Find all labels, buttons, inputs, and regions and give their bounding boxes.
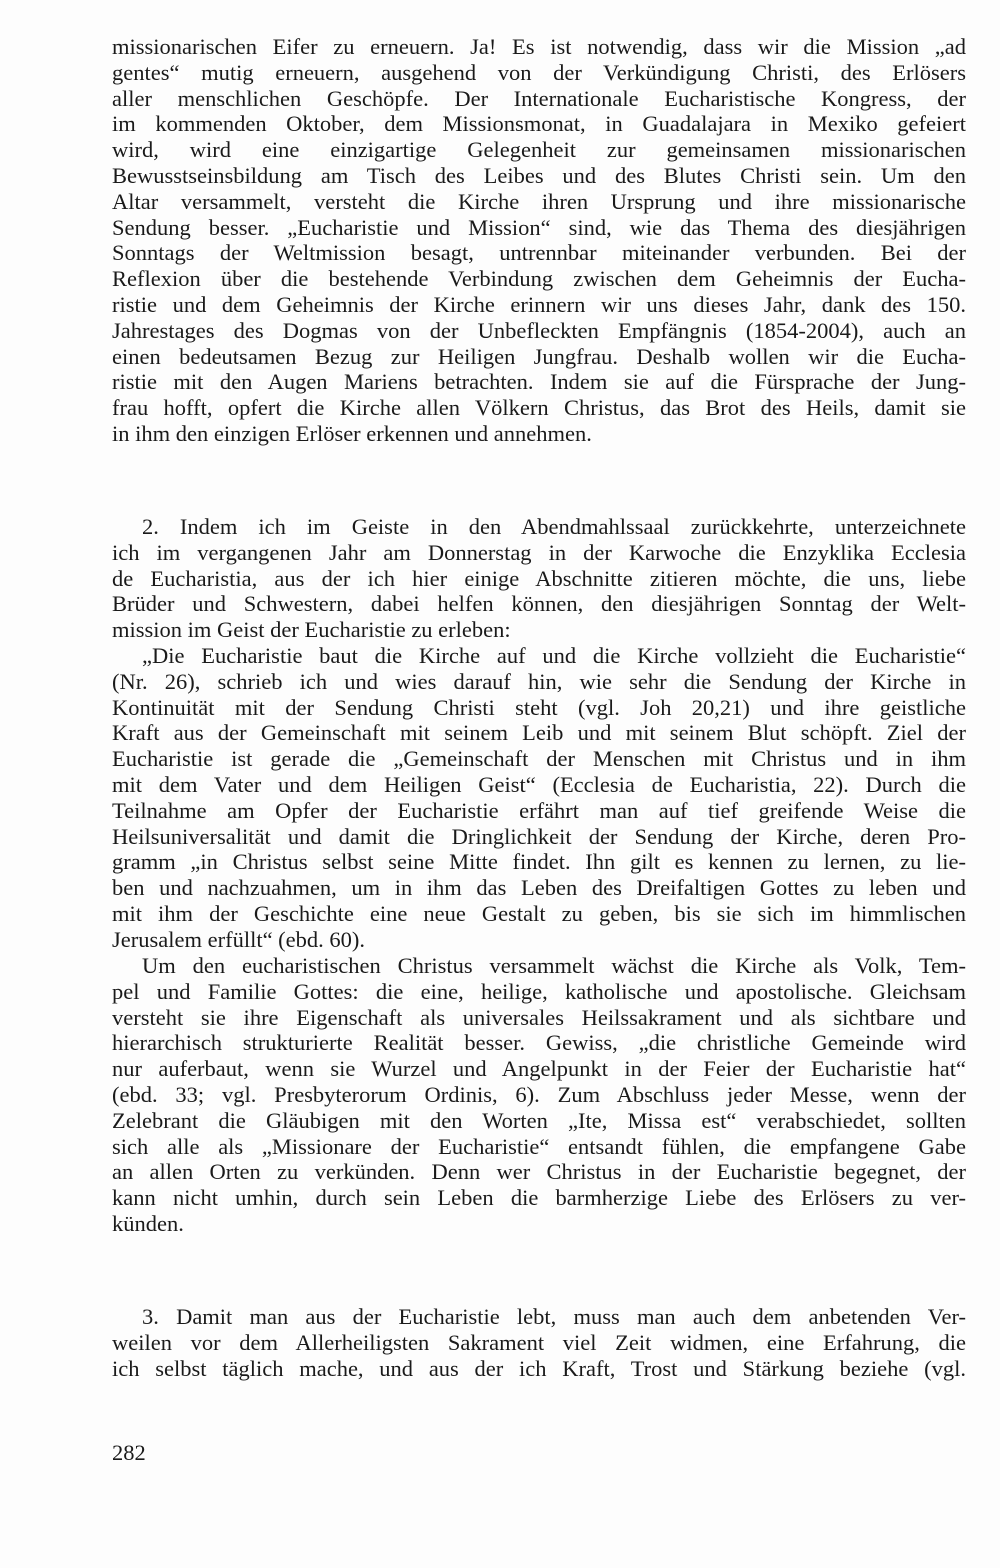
text-line: „Die Eucharistie baut die Kirche auf und die Kirche vollzieht die Eucharistie“ — [142, 643, 966, 668]
text-line: einen bedeutsamen Bezug zur Heiligen Jungfrau. Deshalb wollen wir die Eucha- — [112, 343, 966, 369]
text-line: Jerusalem erfüllt“ (ebd. 60). — [112, 926, 366, 952]
text-line: hierarchisch strukturierte Realität besser. Gewiss, „die christliche Gemeinde wird — [112, 1030, 966, 1056]
page-number: 282 — [112, 1440, 146, 1465]
text-line: künden. — [112, 1210, 184, 1236]
text-line: weilen vor dem Allerheiligsten Sakrament viel Zeit widmen, eine Erfahrung, die — [112, 1329, 966, 1355]
text-line: aller menschlichen Geschöpfe. Der Internationale Eucharistische Kongress, der — [112, 85, 966, 111]
text-line: mit dem Vater und dem Heiligen Geist“ (Ecclesia de Eucharistia, 22). Durch die — [112, 771, 966, 797]
text-line: mission im Geist der Eucharistie zu erleben: — [112, 617, 511, 643]
text-line: Altar versammelt, versteht die Kirche ihren Ursprung und ihre missionarische — [112, 188, 966, 214]
text-line: de Eucharistia, aus der ich hier einige Abschnitte zitieren möchte, die uns, liebe — [112, 565, 966, 591]
text-line: missionarischen Eifer zu erneuern. Ja! Es ist notwendig, dass wir die Mission „ad — [112, 34, 966, 59]
text-line: sich alle als „Missionare der Eucharistie“ entsandt fühlen, die empfangene Gabe — [112, 1133, 966, 1159]
text-line: mit ihm der Geschichte eine neue Gestalt zu geben, bis sie sich im himmlischen — [112, 900, 966, 926]
text-line: versteht sie ihre Eigenschaft als universales Heilssakrament und als sichtbare und — [112, 1004, 966, 1030]
text-line: 3. Damit man aus der Eucharistie lebt, muss man auch dem anbetenden Ver- — [142, 1304, 966, 1329]
text-line: Reflexion über die bestehende Verbindung zwischen dem Geheimnis der Eucha- — [112, 266, 966, 292]
text-line: (Nr. 26), schrieb ich und wies darauf hin, wie sehr die Sendung der Kirche in — [112, 668, 966, 694]
paragraph-5 — [112, 1304, 966, 1381]
text-line: 2. Indem ich im Geiste in den Abendmahlssaal zurückkehrte, unterzeichnete — [142, 514, 966, 539]
text-line: frau hofft, opfert die Kirche allen Völkern Christus, das Brot des Heils, damit sie — [112, 395, 966, 421]
text-line: gramm „in Christus selbst seine Mitte findet. Ihn gilt es kennen zu lernen, zu lie- — [112, 849, 966, 875]
text-line: Kraft aus der Gemeinschaft mit seinem Leib und mit seinem Blut schöpft. Ziel der — [112, 720, 966, 746]
paragraph-4 — [112, 953, 966, 1237]
text-line: gentes“ mutig erneuern, ausgehend von der Verkündigung Christi, des Erlösers — [112, 59, 966, 85]
text-line: Bewusstseinsbildung am Tisch des Leibes und des Blutes Christi sein. Um den — [112, 162, 966, 188]
text-line: Teilnahme am Opfer der Eucharistie erfährt man auf tief greifende Weise die — [112, 797, 966, 823]
text-line: Kontinuität mit der Sendung Christi steht (vgl. Joh 20,21) und ihre geistliche — [112, 694, 966, 720]
text-line: Zelebrant die Gläubigen mit den Worten „Ite, Missa est“ verabschiedet, sollten — [112, 1107, 966, 1133]
text-line: (ebd. 33; vgl. Presbyterorum Ordinis, 6). Zum Abschluss jeder Messe, wenn der — [112, 1081, 966, 1107]
text-line: pel und Familie Gottes: die eine, heilige, katholische und apostolische. Gleichsam — [112, 978, 966, 1004]
text-line: ristie und dem Geheimnis der Kirche erinnern wir uns dieses Jahr, dank des 150. — [112, 291, 966, 317]
text-line: ben und nachzuahmen, um in ihm das Leben des Dreifaltigen Gottes zu leben und — [112, 875, 966, 901]
text-line: an allen Orten zu verkünden. Denn wer Christus in der Eucharistie begegnet, der — [112, 1159, 966, 1185]
text-line: Sonntags der Weltmission besagt, untrennbar miteinander verbunden. Bei der — [112, 240, 966, 266]
text-line: Brüder und Schwestern, dabei helfen können, den diesjährigen Sonntag der Welt- — [112, 591, 966, 617]
text-line: Heilsuniversalität und damit die Dringlichkeit der Sendung der Kirche, deren Pro- — [112, 823, 966, 849]
text-line: in ihm den einzigen Erlöser erkennen und annehmen. — [112, 420, 592, 446]
text-line: im kommenden Oktober, dem Missionsmonat, in Guadalajara in Mexiko gefeiert — [112, 111, 966, 137]
text-line: ristie mit den Augen Mariens betrachten. Indem sie auf die Fürsprache der Jung- — [112, 369, 966, 395]
text-line: ich im vergangenen Jahr am Donnerstag in der Karwoche die Enzyklika Ecclesia — [112, 539, 966, 565]
text-line: Jahrestages des Dogmas von der Unbefleckten Empfängnis (1854-2004), auch an — [112, 317, 966, 343]
text-line: nur auferbaut, wenn sie Wurzel und Angelpunkt in der Feier der Eucharistie hat“ — [112, 1056, 966, 1082]
text-line: Sendung besser. „Eucharistie und Mission“ sind, wie das Thema des diesjährigen — [112, 214, 966, 240]
text-line: ich selbst täglich mache, und aus der ich Kraft, Trost und Stärkung beziehe (vgl. — [112, 1355, 966, 1381]
text-line: Eucharistie ist gerade die „Gemeinschaft der Menschen mit Christus und in ihm — [112, 746, 966, 772]
text-line: kann nicht umhin, durch sein Leben die barmherzige Liebe des Erlösers zu ver- — [112, 1185, 966, 1211]
paragraph-3 — [112, 643, 966, 953]
paragraph-2 — [112, 514, 966, 643]
paragraph-1 — [112, 34, 966, 447]
text-line: wird, wird eine einzigartige Gelegenheit zur gemeinsamen missionarischen — [112, 137, 966, 163]
text-line: Um den eucharistischen Christus versammelt wächst die Kirche als Volk, Tem- — [142, 953, 966, 978]
